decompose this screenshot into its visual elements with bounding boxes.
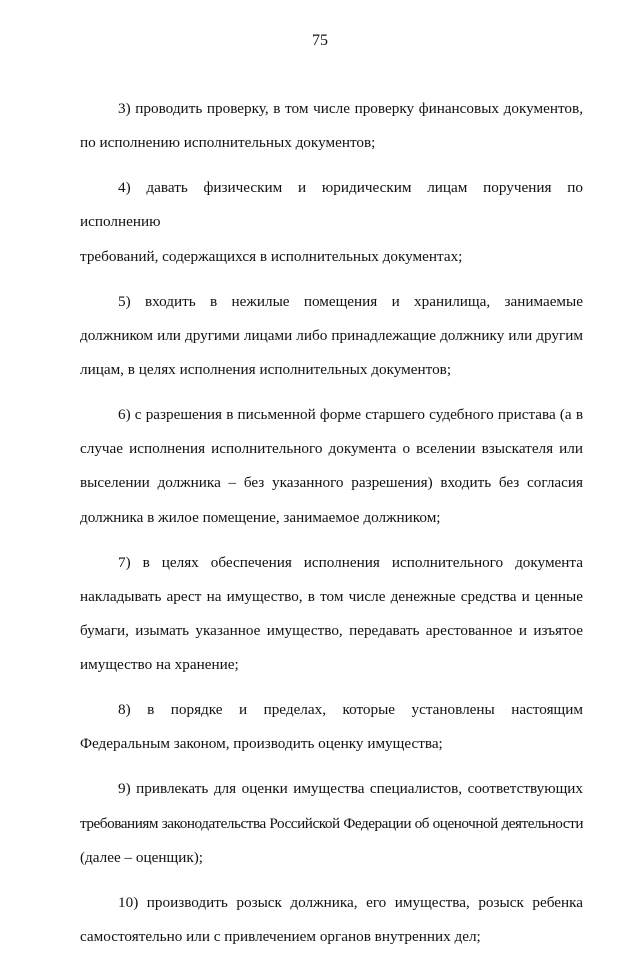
- paragraph-item-10: [80, 886, 583, 954]
- paragraph-line: требований, содержащихся в исполнительных документах;: [80, 247, 463, 265]
- paragraph-line: накладывать арест на имущество, в том числе денежные средства и ценные: [80, 587, 583, 605]
- paragraph-item-9: [80, 772, 583, 875]
- paragraph-item-4: [80, 171, 583, 274]
- paragraph-line: 3) проводить проверку, в том числе проверку финансовых документов,: [118, 100, 583, 117]
- paragraph-line: 6) с разрешения в письменной форме старшего судебного пристава (а в: [118, 406, 583, 424]
- paragraph-line: бумаги, изымать указанное имущество, передавать арестованное и изъятое: [80, 622, 583, 640]
- body-text: [80, 92, 583, 965]
- paragraph-line: выселении должника – без указанного разрешения) входить без согласия: [80, 474, 583, 492]
- paragraph-item-6: [80, 398, 583, 535]
- paragraph-line: самостоятельно или с привлечением органов внутренних дел;: [80, 928, 481, 946]
- paragraph-line: случае исполнения исполнительного документа о вселении взыскателя или: [80, 440, 583, 458]
- paragraph-line: должника в жилое помещение, занимаемое должником;: [80, 508, 441, 526]
- paragraph-line: должником или другими лицами либо принадлежащие должнику или другим: [80, 326, 583, 344]
- paragraph-line: 8) в порядке и пределах, которые установлены настоящим: [118, 701, 583, 719]
- paragraph-line: по исполнению исполнительных документов;: [80, 134, 376, 152]
- paragraph-line: имущество на хранение;: [80, 656, 239, 674]
- paragraph-line: 9) привлекать для оценки имущества специалистов, соответствующих: [118, 780, 583, 798]
- paragraph-line: 7) в целях обеспечения исполнения исполнительного документа: [118, 553, 583, 571]
- paragraph-line: 10) производить розыск должника, его имущества, розыск ребенка: [118, 893, 583, 911]
- paragraph-item-5: [80, 285, 583, 388]
- paragraph-line: (далее – оценщик);: [80, 848, 203, 866]
- paragraph-item-7: [80, 546, 583, 683]
- paragraph-line: 4) давать физическим и юридическим лицам поручения по исполнению: [80, 179, 583, 231]
- paragraph-item-8: [80, 693, 583, 761]
- page-number: 75: [312, 32, 328, 49]
- paragraph-item-3: [80, 92, 583, 160]
- paragraph-line: 5) входить в нежилые помещения и хранилища, занимаемые: [118, 292, 583, 310]
- paragraph-line: Федеральным законом, производить оценку имущества;: [80, 735, 443, 753]
- paragraph-line: требованиям законодательства Российской Федерации об оценочной деятельности: [80, 814, 583, 832]
- paragraph-line: лицам, в целях исполнения исполнительных документов;: [80, 361, 452, 379]
